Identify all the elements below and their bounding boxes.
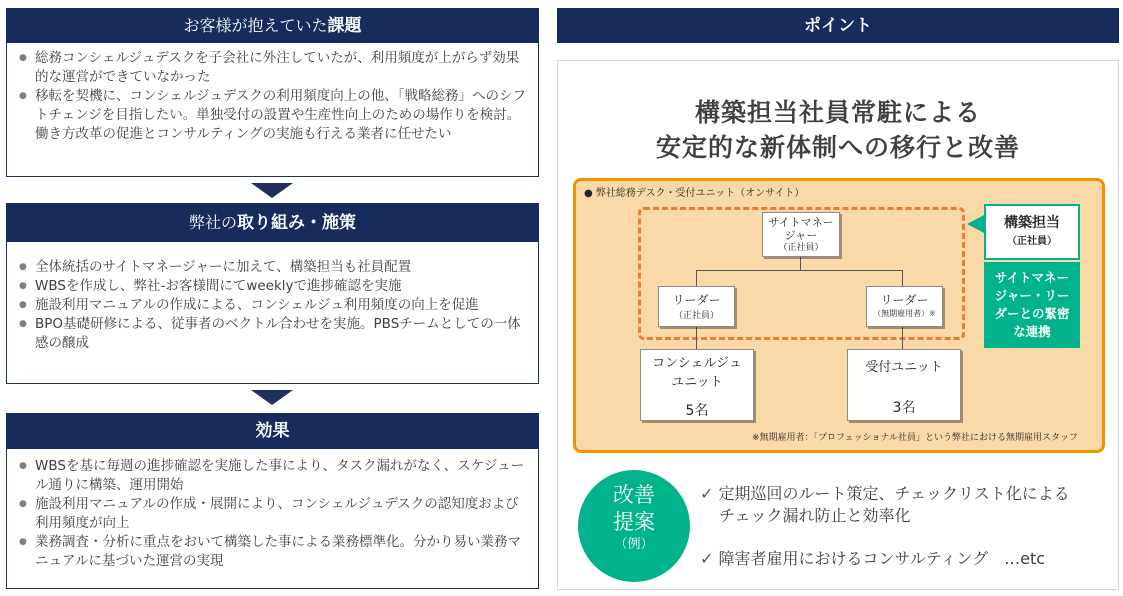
site-manager-role: （正社員） bbox=[778, 243, 824, 253]
effects-bullet: ● 施設利用マニュアルの作成・展開により、コンシェルジュデスクの認知度および利用頻度が向上 bbox=[13, 495, 530, 533]
site-manager-node bbox=[762, 212, 840, 257]
builder-note-line: ダーとの緊密 bbox=[994, 306, 1070, 321]
connector-line bbox=[902, 327, 903, 349]
reception-unit-label: 受付ユニット bbox=[865, 360, 943, 375]
measures-box bbox=[6, 242, 539, 384]
builder-note-line: な連携 bbox=[1013, 324, 1051, 339]
point-title-line2: 安定的な新体制への移行と改善 bbox=[655, 133, 1020, 162]
connector-line bbox=[696, 327, 697, 349]
leader-right-mark: ※ bbox=[929, 309, 936, 318]
concierge-unit-line2: ユニット bbox=[671, 375, 723, 390]
measures-bullet: ● 施設利用マニュアルの作成による、コンシェルジュ利用頻度の向上を促進 bbox=[13, 296, 530, 315]
issues-title-prefix: お客様が抱えていた bbox=[183, 16, 328, 35]
proposal-item-line: 障害者雇用におけるコンサルティング …etc bbox=[718, 549, 1046, 568]
builder-note-line: ジャー・リー bbox=[994, 288, 1070, 303]
leader-right-role-row bbox=[867, 308, 942, 319]
measures-title-prefix: 弊社の bbox=[188, 213, 237, 232]
issues-title-bold: 課題 bbox=[327, 16, 362, 36]
measures-title-bold: 取り組み・施策 bbox=[237, 213, 356, 233]
proposal-badge-line3: （例） bbox=[614, 537, 654, 552]
leader-right-role: （無期雇用者） bbox=[873, 309, 930, 318]
reception-count: 3名 bbox=[892, 400, 916, 416]
effects-list bbox=[13, 457, 530, 571]
connector-line bbox=[800, 257, 801, 270]
issues-bullet: ● 移転を契機に、コンシェルジュデスクの利用頻度向上の他、「戦略総務」へのシフトチェンジを目指したい。単独受付の設置や生産性向上のための場作りを検討。働き方改革の促進とコンサルティングの実施も行える業者に任せたい bbox=[13, 87, 530, 144]
issues-box bbox=[6, 43, 539, 177]
builder-callout bbox=[984, 204, 1080, 260]
check-icon: ✓ bbox=[700, 484, 719, 503]
measures-bullet: ● BPO基礎研修による、従事者のベクトル合わせを実施。PBSチームとしての一体感の醸成 bbox=[13, 315, 530, 353]
proposal-item-line: 定期巡回のルート策定、チェックリスト化による bbox=[718, 484, 1070, 503]
point-title-line1: 構築担当社員常駐による bbox=[694, 98, 981, 127]
leader-right-title: リーダー bbox=[880, 293, 929, 307]
proposal-badge bbox=[578, 470, 690, 582]
proposal-badge-line2: 提案 bbox=[613, 510, 655, 534]
leader-left-title: リーダー bbox=[672, 293, 721, 307]
measures-list bbox=[13, 258, 530, 353]
leader-left-node bbox=[658, 286, 735, 327]
reception-unit-node bbox=[847, 349, 961, 421]
measures-bullet: ● 全体統括のサイトマネージャーに加えて、構築担当も社員配置 bbox=[13, 258, 530, 277]
effects-bullet: ● 業務調査・分析に重点をおいて構築した事による業務標準化。分かり易い業務マニュアルに基づいた運営の実現 bbox=[13, 533, 530, 571]
site-manager-line1: サイトマネー bbox=[768, 216, 834, 229]
effects-bullet: ● WBSを基に毎週の進捗確認を実施した事により、タスク漏れがなく、スケジュール通りに構築、運用開始 bbox=[13, 457, 530, 495]
builder-note-line: サイトマネー bbox=[994, 270, 1070, 285]
concierge-unit-line1: コンシェルジュ bbox=[652, 356, 742, 371]
concierge-unit-node bbox=[640, 349, 754, 421]
proposal-badge-line1: 改善 bbox=[613, 483, 655, 507]
issues-bullet: ● 総務コンシェルジュデスクを子会社に外注していたが、利用頻度が上がらず効果的な運営ができていなかった bbox=[13, 49, 530, 87]
org-footnote: ※無期雇用者：「プロフェッショナル社員」という弊社における無期雇用スタッフ bbox=[752, 433, 1078, 443]
proposal-item-line: チェック漏れ防止と効率化 bbox=[719, 506, 911, 525]
connector-line bbox=[902, 270, 903, 286]
leader-left-role: （正社員） bbox=[673, 311, 719, 321]
measures-bullet: ● WBSを作成し、弊社-お客様間にてweeklyで進捗確認を実施 bbox=[13, 277, 530, 296]
proposal-item bbox=[700, 548, 1045, 570]
connector-line bbox=[696, 270, 697, 286]
issues-header bbox=[6, 8, 539, 43]
builder-sub: （正社員） bbox=[1007, 236, 1057, 247]
proposal-item bbox=[700, 483, 1070, 527]
down-arrow-icon bbox=[251, 390, 293, 405]
site-manager-line2: ジャー bbox=[784, 229, 818, 242]
effects-box bbox=[6, 449, 539, 589]
builder-title: 構築担当 bbox=[1004, 215, 1060, 231]
org-caption: ● 弊社総務デスク・受付ユニット（オンサイト） bbox=[584, 188, 805, 199]
down-arrow-icon bbox=[251, 183, 293, 198]
connector-line bbox=[696, 270, 902, 271]
leader-right-node bbox=[866, 286, 943, 327]
issues-list bbox=[13, 49, 530, 144]
concierge-count: 5名 bbox=[685, 403, 709, 419]
point-title: ポイント bbox=[804, 16, 872, 36]
measures-header bbox=[6, 203, 539, 242]
effects-header bbox=[6, 413, 539, 449]
callout-pointer-icon bbox=[967, 215, 984, 233]
check-icon: ✓ bbox=[700, 549, 719, 568]
effects-title-bold: 効果 bbox=[255, 421, 290, 441]
point-header bbox=[557, 8, 1119, 43]
builder-note bbox=[984, 262, 1080, 348]
